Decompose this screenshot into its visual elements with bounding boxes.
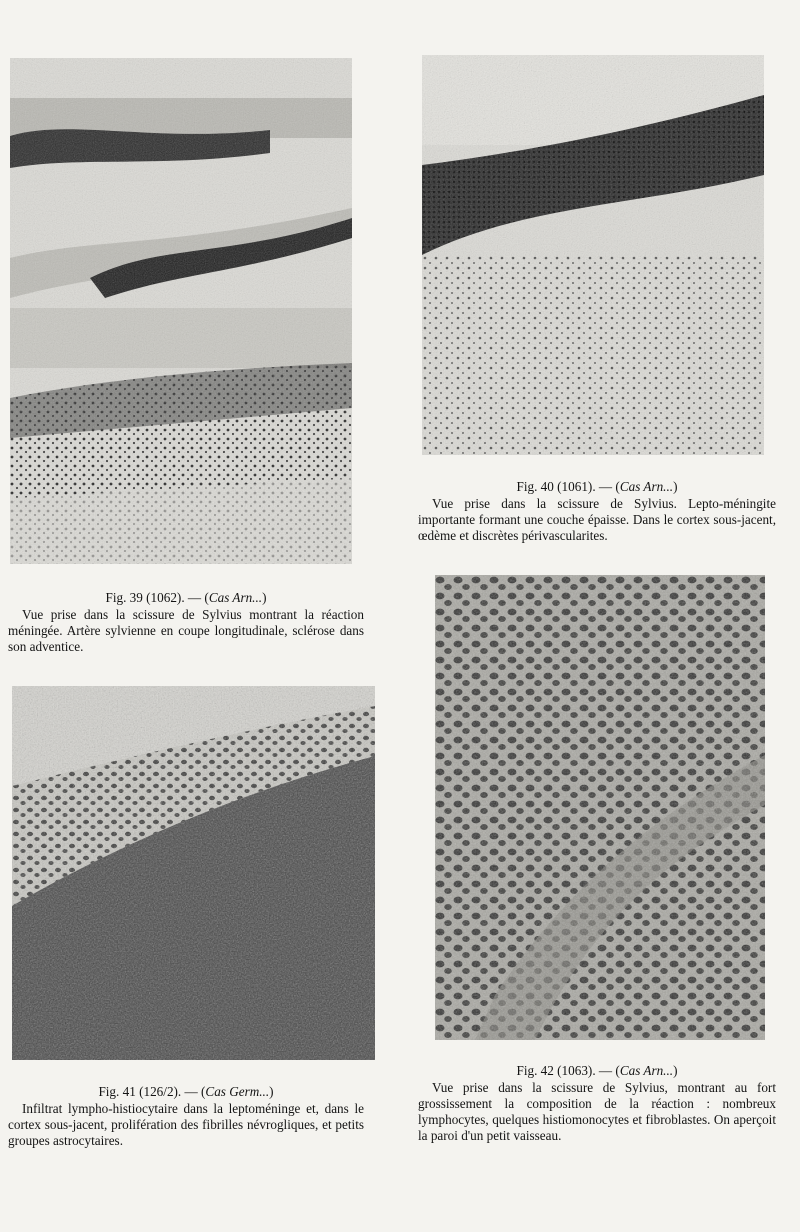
fig39-title: Fig. 39 (1062). — (Cas Arn...) — [105, 590, 267, 605]
fig41-micrograph — [12, 686, 375, 1060]
fig42-text: Vue prise dans la scissure de Sylvius, montrant au fort grossissement la composition de la réaction : nombreux lymphocytes, quelques histiomonocytes et fibroblastes. On aperçoit la paroi d'un petit vaisseau. — [418, 1080, 776, 1143]
fig41-text: Infiltrat lympho-histiocytaire dans la leptoméninge et, dans le cortex sous-jacent, prolifération des fibrilles névrogliques, et petits groupes astrocytaires. — [8, 1101, 364, 1148]
fig40-caption — [418, 479, 776, 544]
fig39-text: Vue prise dans la scissure de Sylvius montrant la réaction méningée. Artère sylvienne en coupe longitudinale, sclérose dans son adventice. — [8, 607, 364, 654]
fig40-text: Vue prise dans la scissure de Sylvius. Lepto-méningite importante formant une couche épaisse. Dans le cortex sous-jacent, œdème et discrètes périvascularites. — [418, 496, 776, 543]
fig42-micrograph — [435, 575, 765, 1040]
fig40-micrograph — [422, 55, 764, 455]
fig41-title: Fig. 41 (126/2). — (Cas Germ...) — [98, 1084, 274, 1099]
fig39-caption — [8, 590, 364, 655]
fig41-caption — [8, 1084, 364, 1149]
fig39-micrograph — [10, 58, 352, 564]
fig40-title: Fig. 40 (1061). — (Cas Arn...) — [516, 479, 678, 494]
fig42-caption — [418, 1063, 776, 1144]
fig42-title: Fig. 42 (1063). — (Cas Arn...) — [516, 1063, 678, 1078]
